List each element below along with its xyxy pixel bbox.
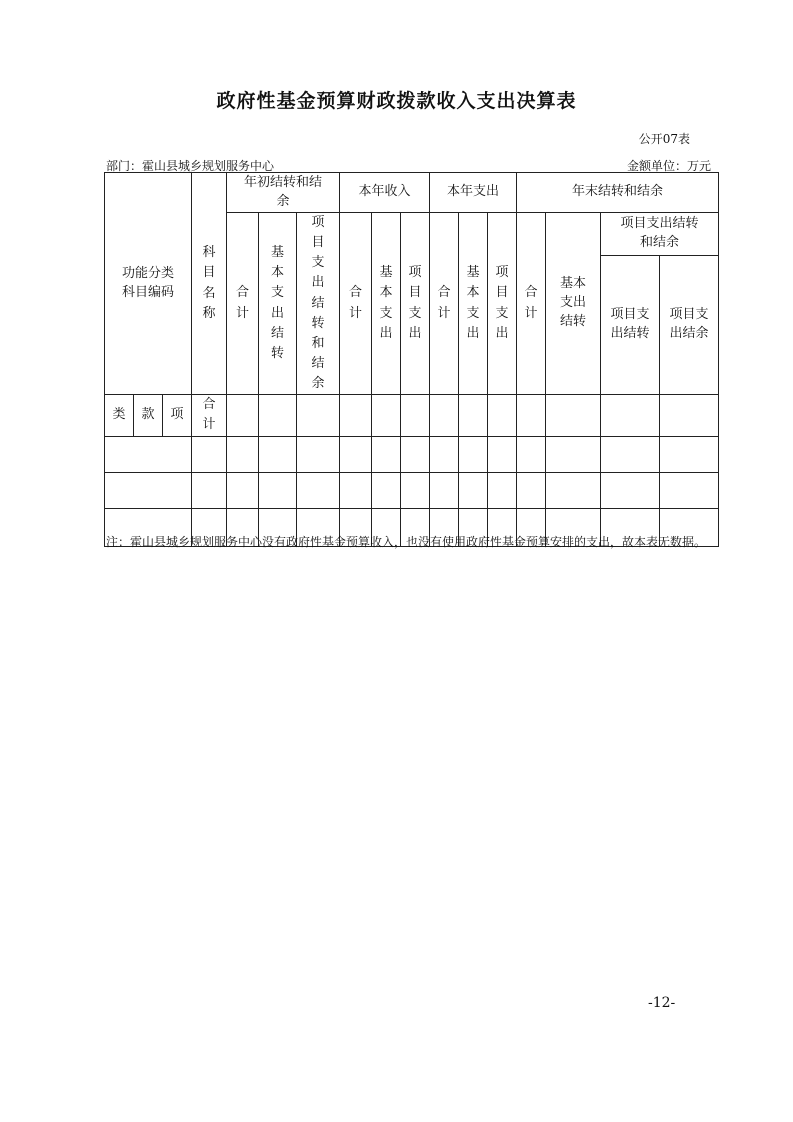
fund-table <box>104 172 719 547</box>
header-opening: 年初结转和结余 <box>227 173 340 213</box>
header-income: 本年收入 <box>340 173 430 213</box>
table-cell <box>601 395 660 436</box>
table-cell <box>517 395 546 436</box>
table-row <box>105 472 719 508</box>
table-cell <box>488 395 517 436</box>
header-kuan: 款 <box>134 395 163 436</box>
table-cell <box>430 395 459 436</box>
header-closing-project-carry: 项目支出结转 <box>601 255 660 394</box>
table-cell <box>297 395 340 436</box>
header-income-total: 合计 <box>340 213 372 395</box>
footnote: 注：霍山县城乡规划服务中心没有政府性基金预算收入，也没有使用政府性基金预算安排的支出，故本表无数据。 <box>106 535 707 549</box>
header-lei: 类 <box>105 395 134 436</box>
header-income-basic: 基本支出 <box>372 213 401 395</box>
table-cell <box>401 395 430 436</box>
header-opening-basic: 基本支出结转 <box>259 213 297 395</box>
page-title: 政府性基金预算财政拨款收入支出决算表 <box>216 90 577 112</box>
header-expense-project: 项目支出 <box>488 213 517 395</box>
table-cell <box>660 395 719 436</box>
header-expense: 本年支出 <box>430 173 517 213</box>
department-label: 部门：霍山县城乡规划服务中心 <box>106 159 275 173</box>
header-subject-name: 科目名称 <box>192 173 227 395</box>
header-func-code: 功能分类科目编码 <box>105 173 192 395</box>
table-cell <box>259 395 297 436</box>
header-closing-basic: 基本支出结转 <box>546 213 601 395</box>
header-xiang: 项 <box>163 395 192 436</box>
header-expense-basic: 基本支出 <box>459 213 488 395</box>
header-opening-total: 合计 <box>227 213 259 395</box>
table-cell <box>459 395 488 436</box>
header-expense-total: 合计 <box>430 213 459 395</box>
amount-unit-label: 金额单位：万元 <box>626 159 711 173</box>
header-opening-project: 项目支出结转和结余 <box>297 213 340 395</box>
table-cell <box>227 395 259 436</box>
header-closing-project-balance: 项目支出结余 <box>660 255 719 394</box>
table-row <box>105 436 719 472</box>
table-cell <box>372 395 401 436</box>
table-cell <box>340 395 372 436</box>
table-number: 公开07表 <box>638 132 690 146</box>
header-closing-project: 项目支出结转和结余 <box>601 213 719 256</box>
header-closing: 年末结转和结余 <box>517 173 719 213</box>
header-income-project: 项目支出 <box>401 213 430 395</box>
header-closing-total: 合计 <box>517 213 546 395</box>
header-sum-row: 合计 <box>192 395 227 436</box>
table-cell <box>546 395 601 436</box>
page-number: -12- <box>648 995 676 1011</box>
